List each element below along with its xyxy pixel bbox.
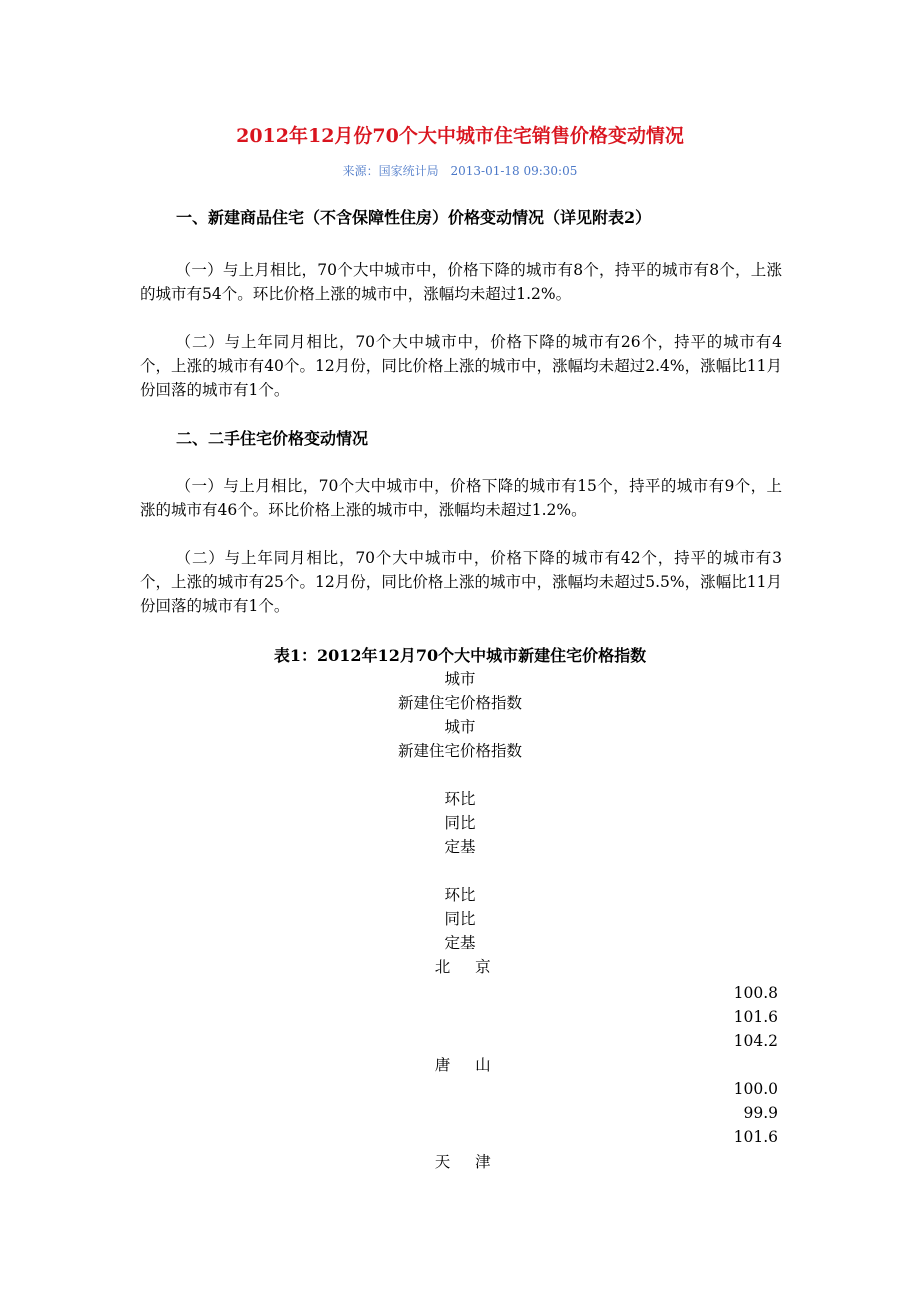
table-value-cell: 100.0 — [733, 1080, 778, 1098]
source-label: 来源：国家统计局 — [342, 164, 439, 178]
page-title: 2012年12月份70个大中城市住宅销售价格变动情况 — [236, 125, 684, 147]
table-value-cell: 99.9 — [743, 1104, 778, 1122]
paragraph: （二）与上年同月相比，70个大中城市中，价格下降的城市有26个，持平的城市有4个，上涨的城市有40个。12月份，同比价格上涨的城市中，涨幅均未超过2.4%，涨幅比11月份回落的城市有1个。 — [140, 333, 782, 399]
source-line — [0, 162, 920, 180]
table-city-cell: 北京 — [434, 958, 516, 976]
section-heading-second-hand: 二、二手住宅价格变动情况 — [176, 429, 369, 448]
table-title: 表1：2012年12月70个大中城市新建住宅价格指数 — [273, 646, 647, 665]
table-subheader-base: 定基 — [444, 838, 476, 856]
table-subheader-mom: 环比 — [444, 790, 476, 808]
table-value-cell: 104.2 — [733, 1032, 778, 1050]
table-city-cell: 天津 — [434, 1153, 516, 1171]
paragraph: （一）与上月相比，70个大中城市中，价格下降的城市有15个，持平的城市有9个，上涨的城市有46个。环比价格上涨的城市中，涨幅均未超过1.2%。 — [140, 477, 782, 519]
paragraph: （二）与上年同月相比，70个大中城市中，价格下降的城市有42个，持平的城市有3个，上涨的城市有25个。12月份，同比价格上涨的城市中，涨幅均未超过5.5%，涨幅比11月份回落的城市有1个。 — [140, 549, 782, 615]
table-subheader-yoy: 同比 — [444, 910, 476, 928]
table-header-city: 城市 — [444, 718, 476, 736]
table-header-index: 新建住宅价格指数 — [397, 742, 522, 760]
table-subheader-mom: 环比 — [444, 886, 476, 904]
publish-datetime: 2013-01-18 09:30:05 — [450, 164, 578, 178]
table-value-cell: 101.6 — [733, 1128, 778, 1146]
table-header-city: 城市 — [444, 670, 476, 688]
table-header-index: 新建住宅价格指数 — [397, 694, 522, 712]
table-value-cell: 101.6 — [733, 1008, 778, 1026]
table-value-cell: 100.8 — [733, 984, 778, 1002]
paragraph: （一）与上月相比，70个大中城市中，价格下降的城市有8个，持平的城市有8个，上涨的城市有54个。环比价格上涨的城市中，涨幅均未超过1.2%。 — [140, 261, 782, 303]
table-subheader-base: 定基 — [444, 934, 476, 952]
table-subheader-yoy: 同比 — [444, 814, 476, 832]
section-heading-new-housing: 一、新建商品住宅（不含保障性住房）价格变动情况（详见附表2） — [176, 208, 652, 227]
table-city-cell: 唐山 — [434, 1056, 516, 1074]
